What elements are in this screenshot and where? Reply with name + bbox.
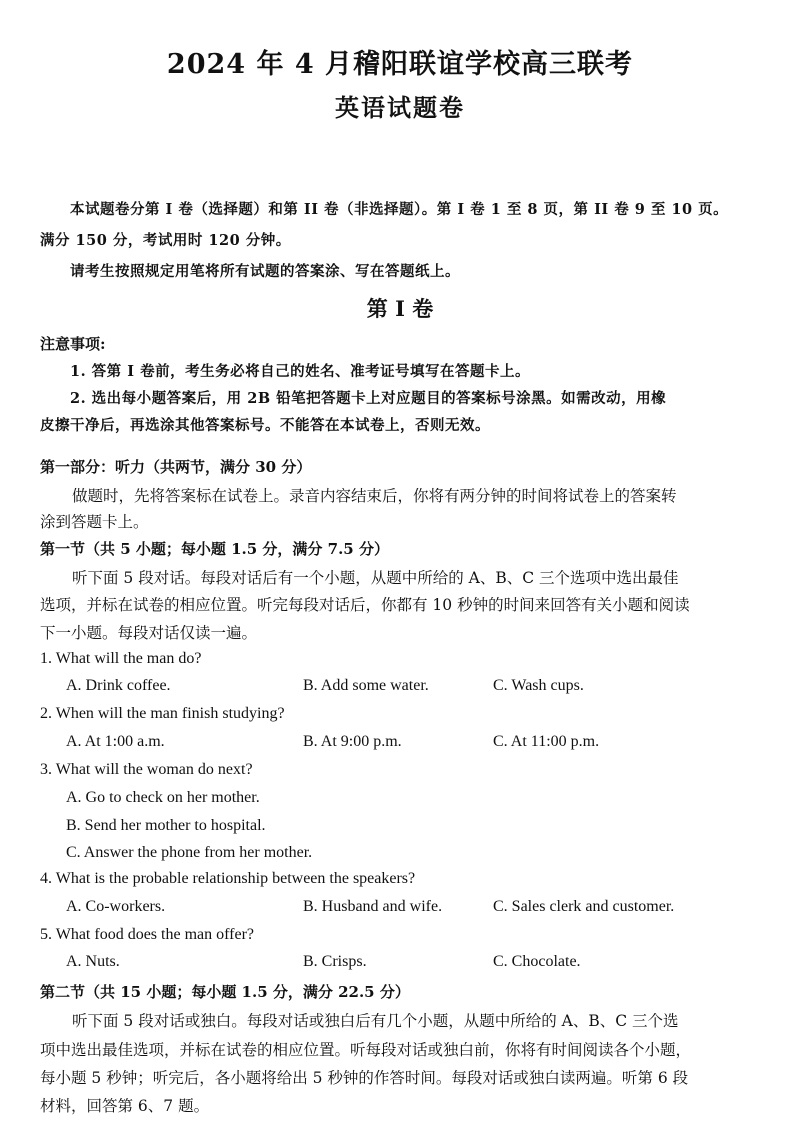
question-5-option-b: B. Crisps.	[303, 953, 367, 970]
section2-desc-line-3: 每小题 5 秒钟；听完后，各小题将给出 5 秒钟的作答时间。每段对话或独白读两遍。听第 6 段	[40, 1069, 689, 1087]
question-4-option-c: C. Sales clerk and customer.	[493, 898, 675, 915]
question-3-option-a: A. Go to check on her mother.	[66, 789, 260, 806]
question-5-option-a: A. Nuts.	[66, 953, 120, 970]
exam-subtitle: 英语试题卷	[335, 93, 465, 122]
volume-title: 第 I 卷	[366, 296, 434, 321]
question-1-option-c: C. Wash cups.	[493, 677, 584, 694]
question-5-option-c: C. Chocolate.	[493, 953, 581, 970]
question-4-option-b: B. Husband and wife.	[303, 898, 443, 915]
question-3-option-c: C. Answer the phone from her mother.	[66, 844, 313, 861]
section1-desc-line-1: 听下面 5 段对话。每段对话后有一个小题，从题中所给的 A、B、C 三个选项中选出最佳	[72, 569, 679, 587]
notes-item-1: 1. 答第 I 卷前，考生务必将自己的姓名、准考证号填写在答题卡上。	[70, 363, 531, 380]
part1-desc-line-2: 涂到答题卡上。	[40, 513, 149, 531]
part1-desc-line-1: 做题时，先将答案标在试卷上。录音内容结束后，你将有两分钟的时间将试卷上的答案转	[72, 487, 677, 505]
section1-heading: 第一节（共 5 小题；每小题 1.5 分，满分 7.5 分）	[40, 540, 389, 558]
part1-heading: 第一部分：听力（共两节，满分 30 分）	[40, 458, 312, 476]
question-2-option-b: B. At 9:00 p.m.	[303, 733, 402, 750]
question-4-option-a: A. Co-workers.	[66, 898, 166, 915]
question-4-stem: 4. What is the probable relationship between the speakers?	[40, 870, 416, 887]
intro-line-1: 本试题卷分第 I 卷（选择题）和第 II 卷（非选择题）。第 I 卷 1 至 8 页，第 II 卷 9 至 10 页。	[70, 201, 729, 218]
section1-desc-line-3: 下一小题。每段对话仅读一遍。	[40, 624, 258, 642]
question-2-option-a: A. At 1:00 a.m.	[66, 733, 165, 750]
section2-heading: 第二节（共 15 小题；每小题 1.5 分，满分 22.5 分）	[40, 983, 410, 1001]
intro-line-2: 满分 150 分，考试用时 120 分钟。	[40, 232, 291, 249]
question-2-option-c: C. At 11:00 p.m.	[493, 733, 600, 750]
question-1-option-a: A. Drink coffee.	[66, 677, 171, 694]
question-3-option-b: B. Send her mother to hospital.	[66, 817, 266, 834]
section2-desc-line-2: 项中选出最佳选项，并标在试卷的相应位置。听每段对话或独白前，你将有时间阅读各个小题，	[40, 1041, 692, 1059]
question-3-stem: 3. What will the woman do next?	[40, 761, 253, 778]
section2-desc-line-4: 材料，回答第 6、7 题。	[40, 1097, 210, 1115]
question-1-option-b: B. Add some water.	[303, 677, 429, 694]
question-5-stem: 5. What food does the man offer?	[40, 926, 255, 943]
intro-line-3: 请考生按照规定用笔将所有试题的答案涂、写在答题纸上。	[70, 263, 460, 280]
notes-heading: 注意事项:	[40, 335, 106, 353]
question-2-stem: 2. When will the man finish studying?	[40, 705, 285, 722]
question-1-stem: 1. What will the man do?	[40, 650, 202, 667]
exam-title: 2024 年 4 月稽阳联谊学校高三联考	[166, 49, 634, 80]
section2-desc-line-1: 听下面 5 段对话或独白。每段对话或独白后有几个小题，从题中所给的 A、B、C 三个选	[72, 1012, 679, 1030]
notes-item-2-line-2: 皮擦干净后，再选涂其他答案标号。不能答在本试卷上，否则无效。	[40, 417, 490, 434]
section1-desc-line-2: 选项，并标在试卷的相应位置。听完每段对话后，你都有 10 秒钟的时间来回答有关小题和阅读	[40, 596, 690, 614]
notes-item-2-line-1: 2. 选出每小题答案后，用 2B 铅笔把答题卡上对应题目的答案标号涂黑。如需改动，用橡	[70, 390, 667, 407]
